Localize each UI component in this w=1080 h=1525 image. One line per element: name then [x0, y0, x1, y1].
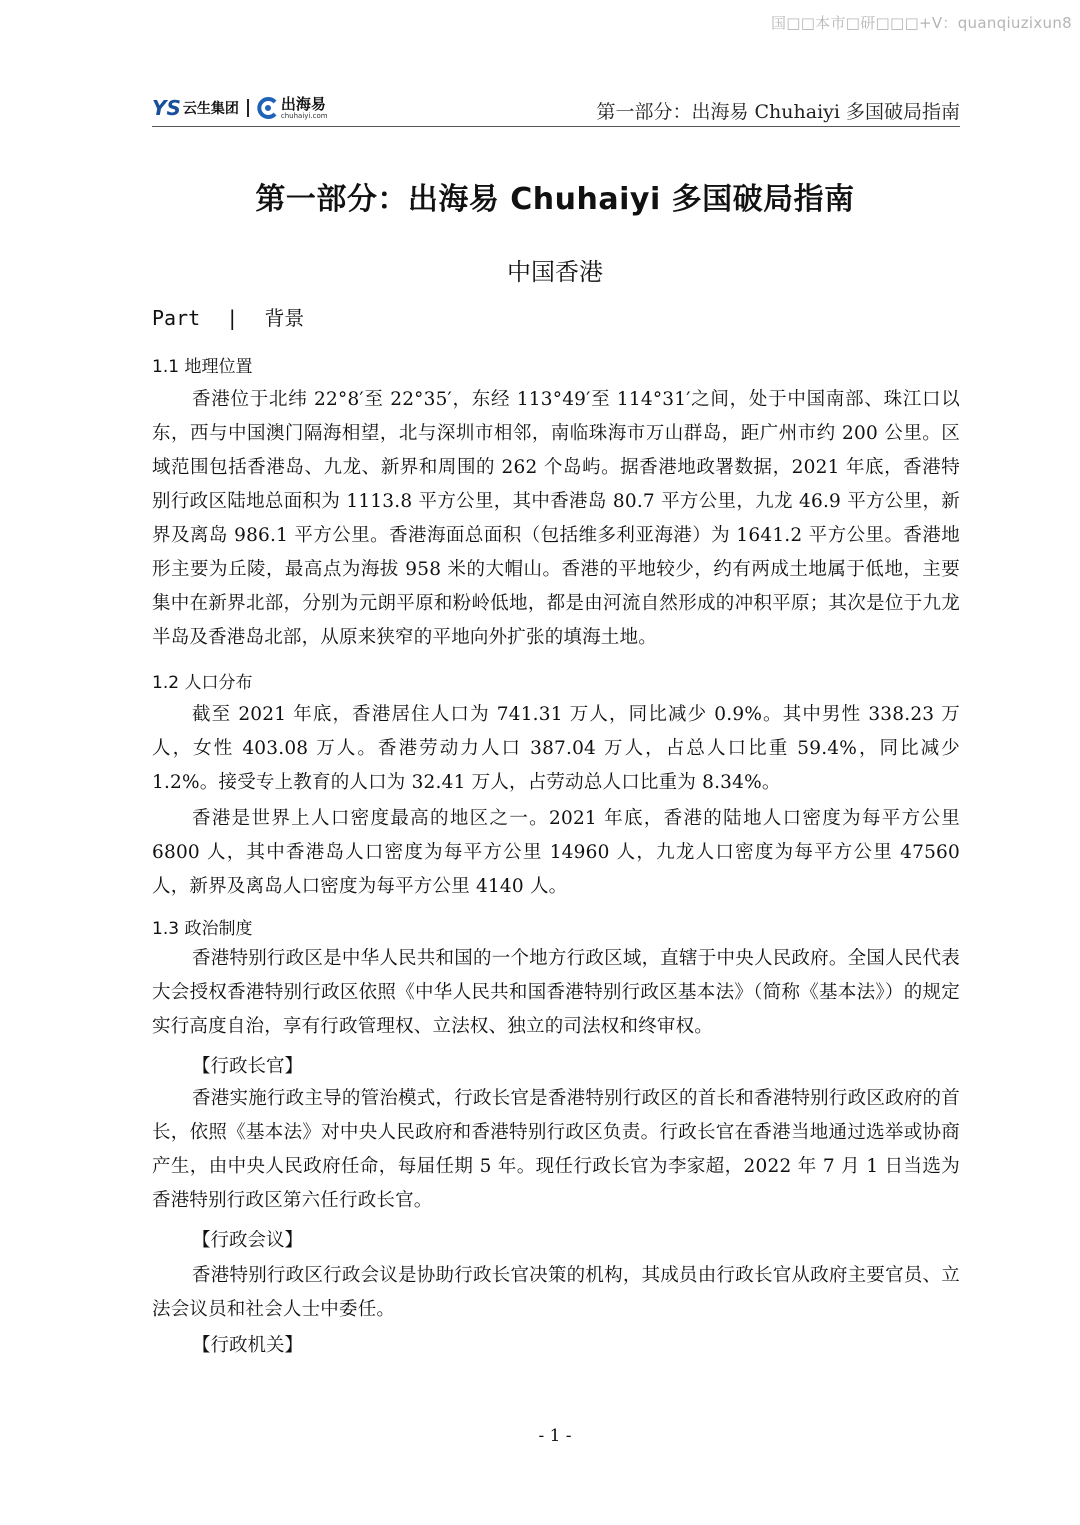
header-logos: [152, 94, 328, 122]
part-label: Part: [152, 306, 201, 330]
ys-logo-name: 云生集团: [182, 101, 239, 117]
watermark-text: 国□□本市□研□□□+V：quanqiuzixun8: [770, 14, 1072, 32]
part-name: 背景: [264, 306, 305, 330]
paragraph-executive-council: 香港特别行政区行政会议是协助行政长官决策的机构，其成员由行政长官从政府主要官员、立法会议员和社会人士中委任。: [152, 1265, 960, 1320]
subheading-executive-council: 【行政会议】: [192, 1230, 304, 1251]
paragraph-chief-executive: 香港实施行政主导的管治模式，行政长官是香港特别行政区的首长和香港特别行政区政府的首长，依照《基本法》对中央人民政府和香港特别行政区负责。行政长官在香港当地通过选举或协商产生，由中央人民政府任命，每届任期 5 年。现任行政长官为李家超，2022 年 7 月 1 日当选为香港特别行政区第六任行政长官。: [152, 1088, 960, 1211]
document-title: 第一部分：出海易 Chuhaiyi 多国破局指南: [255, 182, 855, 217]
section-heading-politics: 1.3 政治制度: [152, 919, 253, 939]
page-header: [152, 92, 960, 127]
page-number: - 1 -: [538, 1426, 572, 1446]
part-heading: [152, 302, 304, 331]
chuhaiyi-name: 出海易: [280, 95, 326, 113]
chuhaiyi-domain: chuhaiyi.com: [280, 112, 328, 120]
section-heading-geography: 1.1 地理位置: [152, 357, 253, 377]
paragraph-population-1: 截至 2021 年底，香港居住人口为 741.31 万人，同比减少 0.9%。其中男性 338.23 万人，女性 403.08 万人。香港劳动力人口 387.04 万人，占总人口比重 59.4%，同比减少 1.2%。接受专上教育的人口为 32.41 万人，占劳动总人口比重为 8.34%。: [152, 704, 960, 793]
ys-logo: [152, 98, 239, 118]
section-heading-population: 1.2 人口分布: [152, 673, 253, 693]
logo-divider: [247, 99, 249, 117]
chuhaiyi-circle-icon: [257, 97, 279, 119]
paragraph-geography: 香港位于北纬 22°8′至 22°35′，东经 113°49′至 114°31′之间，处于中国南部、珠江口以东，西与中国澳门隔海相望，北与深圳市相邻，南临珠海市万山群岛，距广州市约 200 公里。区域范围包括香港岛、九龙、新界和周围的 262 个岛屿。据香港地政署数据，2021 年底，香港特别行政区陆地总面积为 1113.8 平方公里，其中香港岛 80.7 平方公里，九龙 46.9 平方公里，新界及离岛 986.1 平方公里。香港海面总面积（包括维多利亚海港）为 1641.2 平方公里。香港地形主要为丘陵，最高点为海拔 958 米的大帽山。香港的平地较少，约有两成土地属于低地，主要集中在新界北部，分别为元朗平原和粉岭低地，都是由河流自然形成的冲积平原；其次是位于九龙半岛及香港岛北部，从原来狭窄的平地向外扩张的填海土地。: [152, 389, 960, 648]
ys-logo-letters: YS: [152, 96, 181, 120]
subheading-chief-executive: 【行政长官】: [192, 1056, 304, 1077]
running-title: 第一部分：出海易 Chuhaiyi 多国破局指南: [596, 101, 960, 123]
region-title: 中国香港: [507, 258, 603, 286]
paragraph-population-2: 香港是世界上人口密度最高的地区之一。2021 年底，香港的陆地人口密度为每平方公里 6800 人，其中香港岛人口密度为每平方公里 14960 人，九龙人口密度为每平方公里 47560 人，新界及离岛人口密度为每平方公里 4140 人。: [152, 808, 960, 897]
part-divider: |: [226, 306, 239, 330]
paragraph-politics: 香港特别行政区是中华人民共和国的一个地方行政区域，直辖于中央人民政府。全国人民代表大会授权香港特别行政区依照《中华人民共和国香港特别行政区基本法》（简称《基本法》）的规定实行高度自治，享有行政管理权、立法权、独立的司法权和终审权。: [152, 948, 960, 1037]
chuhaiyi-logo: [257, 96, 328, 120]
subheading-executive-authorities: 【行政机关】: [192, 1335, 304, 1356]
